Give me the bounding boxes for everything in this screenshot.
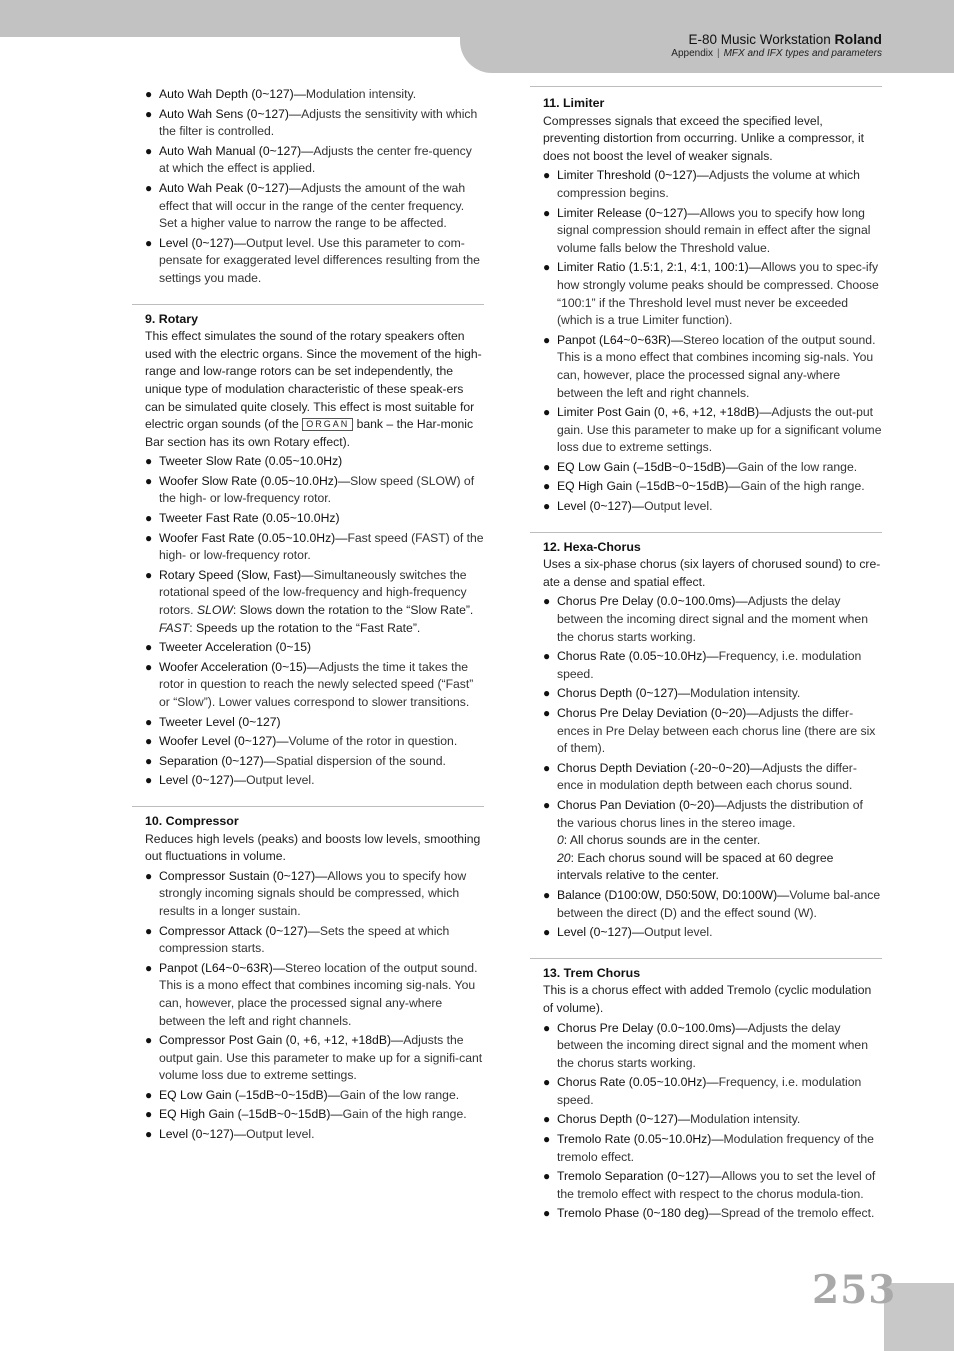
param-item: ● Tremolo Rate (0.05~10.0Hz)—Modulation frequency of the tremolo effect. (543, 1132, 874, 1164)
bullet-icon: ● (145, 1107, 153, 1122)
bullet-icon: ● (145, 180, 153, 195)
section-description: Compresses signals that exceed the specified level, preventing distortion from occurring. Unlike a compressor, it does not boost the level of weaker signals. (543, 113, 865, 163)
bullet-icon: ● (543, 797, 551, 812)
section-rotary (132, 304, 484, 790)
param-item: ● Woofer Slow Rate (0.05~10.0Hz)—Slow speed (SLOW) of the high- or low-frequency rotor. (145, 473, 475, 506)
bullet-icon: ● (543, 686, 551, 701)
param-item: ● Compressor Attack (0~127)—Sets the speed at which compression starts. (145, 923, 450, 956)
param-item: ● Auto Wah Sens (0~127)—Adjusts the sensitivity with which the filter is controlled. (145, 106, 478, 139)
bullet-icon: ● (543, 499, 551, 514)
param-item: ● Panpot (L64~0~63R)—Stereo location of the output sound. This is a mono effect that combines incoming sig-nals. You can, however, place the processed signal any-where between the left and right channels. (145, 960, 478, 1028)
bullet-icon: ● (145, 960, 153, 975)
param-item: ● Balance (D100:0W, D50:50W, D0:100W)—Volume bal-ance between the direct (D) and the effect sound (W). (543, 887, 881, 920)
bullet-icon: ● (543, 459, 551, 474)
left-column (132, 86, 484, 1146)
param-item: ● Woofer Acceleration (0~15)—Adjusts the time it takes the rotor in question to reach the newly selected speed (“Fast” or “Slow”). Lower values correspond to slower transitions. (145, 659, 474, 709)
right-column (530, 86, 882, 1225)
param-item: ● Woofer Level (0~127)—Volume of the rotor in question. (159, 733, 484, 751)
bullet-icon: ● (145, 753, 153, 768)
section-title: 12. Hexa-Chorus (543, 539, 641, 554)
header-title (688, 31, 882, 47)
brand-name: Roland (834, 31, 882, 47)
param-item: ● Level (0~127)—Output level. (159, 772, 484, 790)
section-title: 13. Trem Chorus (543, 965, 641, 980)
bullet-icon: ● (543, 1075, 551, 1090)
param-item: ● Tweeter Acceleration (0~15) (159, 639, 484, 657)
section-description: Reduces high levels (peaks) and boosts low levels, smoothing out fluctuations in volume. (145, 831, 481, 864)
bullet-icon: ● (145, 530, 153, 545)
param-item: ● Auto Wah Depth (0~127)—Modulation intensity. (159, 86, 484, 104)
param-item: ● Chorus Rate (0.05~10.0Hz)—Frequency, i.e. modulation speed. (543, 1075, 862, 1107)
section-hexa-chorus (530, 532, 882, 942)
pan-dev-option-0: 0: All chorus sounds are in the center. (557, 833, 761, 848)
param-item: ● EQ High Gain (–15dB~0~15dB)—Gain of the high range. (159, 1106, 484, 1124)
bullet-icon: ● (543, 168, 551, 183)
bullet-icon: ● (543, 1206, 551, 1221)
pan-dev-option-20: 20: Each chorus sound will be spaced at 60 degree intervals relative to the center. (557, 850, 834, 883)
bullet-icon: ● (543, 1132, 551, 1147)
bullet-icon: ● (145, 640, 153, 655)
param-item: ● Compressor Sustain (0~127)—Allows you to specify how strongly incoming signals should be compressed, which results in a longer sustain. (145, 868, 467, 918)
param-item: ● Limiter Ratio (1.5:1, 2:1, 4:1, 100:1)—Allows you to spec-ify how strongly volume peaks should be compressed. Choose “100:1” if the Threshold level must never be exceeded (which is a true Limiter function). (543, 260, 879, 328)
bullet-icon: ● (145, 868, 153, 883)
param-item: ● Chorus Depth (0~127)—Modulation intensity. (557, 685, 882, 703)
bullet-icon: ● (145, 1087, 153, 1102)
param-item: ● Chorus Rate (0.05~10.0Hz)—Frequency, i.e. modulation speed. (543, 649, 862, 681)
param-item: ● Chorus Depth Deviation (-20~0~20)—Adjusts the differ-ence in modulation depth between each chorus sound. (543, 760, 857, 793)
param-item: ● EQ Low Gain (–15dB~0~15dB)—Gain of the low range. (159, 1087, 484, 1105)
bullet-icon: ● (543, 405, 551, 420)
param-item: ● EQ Low Gain (–15dB~0~15dB)—Gain of the low range. (557, 459, 882, 477)
bullet-icon: ● (145, 454, 153, 469)
bullet-icon: ● (543, 1020, 551, 1035)
bullet-icon: ● (145, 567, 153, 582)
param-item: ● Limiter Release (0~127)—Allows you to specify how long signal compression should remain in effect after the signal volume falls below the Threshold value. (543, 205, 871, 255)
param-item: ● Level (0~127)—Output level. (557, 498, 882, 516)
bullet-icon: ● (145, 1127, 153, 1142)
bullet-icon: ● (543, 649, 551, 664)
bullet-icon: ● (145, 143, 153, 158)
param-item: ● Tweeter Level (0~127) (159, 714, 484, 732)
section-limiter (530, 86, 882, 516)
param-item: ● Auto Wah Manual (0~127)—Adjusts the center fre-quency at which the effect is applied. (145, 143, 472, 176)
param-item: ● Chorus Pan Deviation (0~20)—Adjusts the distribution of the various chorus lines in the stereo image. 0: All chorus sounds are in the center. 20: Each chorus sound will be spaced at 60 degree intervals relative to the center. (557, 797, 882, 885)
bullet-icon: ● (543, 1112, 551, 1127)
section-description: This is a chorus effect with added Tremolo (cyclic modulation of volume). (543, 983, 872, 1015)
bullet-icon: ● (145, 235, 153, 250)
param-item: ● EQ High Gain (–15dB~0~15dB)—Gain of the high range. (557, 478, 882, 496)
page-number: 253 (812, 1267, 897, 1313)
param-item: ● Level (0~127)—Output level. Use this parameter to com-pensate for exaggerated level differences resulting from the settings you made. (145, 235, 480, 285)
param-item: ● Separation (0~127)—Spatial dispersion of the sound. (159, 753, 484, 771)
auto-wah-params (132, 86, 484, 288)
param-item: ● Tremolo Separation (0~127)—Allows you to set the level of the tremolo effect with respect to the chorus modula-tion. (543, 1169, 876, 1201)
param-item: ● Chorus Pre Delay (0.0~100.0ms)—Adjusts the delay between the incoming direct signal and the moment when the chorus starts working. (543, 594, 868, 644)
term-slow: SLOW (196, 603, 233, 618)
bullet-icon: ● (145, 734, 153, 749)
bullet-icon: ● (145, 473, 153, 488)
param-item: ● Tweeter Fast Rate (0.05~10.0Hz) (159, 510, 484, 528)
param-item: ● Chorus Pre Delay Deviation (0~20)—Adjusts the differ-ences in Pre Delay between each chorus line (there are six of them). (543, 706, 876, 756)
bullet-icon: ● (145, 106, 153, 121)
bullet-icon: ● (543, 887, 551, 902)
bullet-icon: ● (543, 332, 551, 347)
bullet-icon: ● (543, 594, 551, 609)
param-item: ● Chorus Pre Delay (0.0~100.0ms)—Adjusts the delay between the incoming direct signal and the moment when the chorus starts working. (543, 1020, 868, 1070)
param-item: ● Level (0~127)—Output level. (159, 1126, 484, 1144)
product-name: E-80 Music Workstation (688, 32, 831, 47)
param-item: ● Panpot (L64~0~63R)—Stereo location of the output sound. This is a mono effect that combines incoming sig-nals. You can, however, place the processed signal any-where between the left and right channels. (543, 332, 876, 400)
header-breadcrumb: Appendix | MFX and IFX types and parameters (671, 48, 882, 59)
param-item: ● Tweeter Slow Rate (0.05~10.0Hz) (159, 453, 484, 471)
section-title: 11. Limiter (543, 96, 605, 110)
bullet-icon: ● (145, 1033, 153, 1048)
bullet-icon: ● (543, 760, 551, 775)
bullet-icon: ● (543, 205, 551, 220)
bullet-icon: ● (145, 923, 153, 938)
bullet-icon: ● (543, 1169, 551, 1184)
section-description: This effect simulates the sound of the rotary speakers often used with the electric organs. Since the movement of the high-range and low-range rotors can be set independently, the unique type of modulation characteristic of these speak-ers can be simulated quite closely. This effect is most suitable for electric organ sounds (of the ORGAN bank – the Har-monic Bar section has its own Rotary effect). (145, 329, 482, 449)
bullet-icon: ● (543, 706, 551, 720)
bullet-icon: ● (145, 773, 153, 788)
param-item: ● Tremolo Phase (0~180 deg)—Spread of the tremolo effect. (557, 1205, 882, 1223)
term-fast: FAST (159, 620, 190, 635)
param-item: ● Compressor Post Gain (0, +6, +12, +18dB)—Adjusts the output gain. Use this parameter to make up for a signifi-cant volume loss due to extreme settings. (145, 1033, 483, 1083)
section-trem-chorus (530, 958, 882, 1223)
bullet-icon: ● (543, 925, 551, 940)
bullet-icon: ● (145, 511, 153, 526)
bullet-icon: ● (543, 479, 551, 494)
bullet-icon: ● (145, 87, 153, 101)
param-item: ● Limiter Post Gain (0, +6, +12, +18dB)—Adjusts the out-put gain. Use this parameter to make up for a significant volume loss due to extreme settings. (543, 405, 882, 455)
param-item: ● Level (0~127)—Output level. (557, 924, 882, 942)
param-item: ● Woofer Fast Rate (0.05~10.0Hz)—Fast speed (FAST) of the high- or low-frequency rotor. (145, 530, 484, 563)
param-item: ● Auto Wah Peak (0~127)—Adjusts the amount of the wah effect that will occur in the range of the center frequency. Set a higher value to narrow the range to be affected. (145, 180, 466, 231)
breadcrumb-subsection: MFX and IFX types and parameters (723, 48, 882, 59)
section-title: 9. Rotary (145, 311, 199, 326)
bullet-icon: ● (145, 659, 153, 674)
bullet-icon: ● (543, 260, 551, 275)
param-item: ● Chorus Depth (0~127)—Modulation intensity. (557, 1111, 882, 1129)
bullet-icon: ● (145, 714, 153, 729)
param-item: ● Rotary Speed (Slow, Fast)—Simultaneously switches the rotational speed of the low-frequency and high-frequency rotors. SLOW: Slows down the rotation to the “Slow Rate”. FAST: Speeds up the rotation to the “Fast Rate”. (145, 567, 474, 635)
breadcrumb-section: Appendix (671, 48, 713, 59)
section-description: Uses a six-phase chorus (six layers of chorused sound) to cre-ate a dense and spatial effect. (543, 557, 881, 589)
organ-bank-label: ORGAN (302, 418, 353, 431)
section-compressor (132, 806, 484, 1144)
section-title: 10. Compressor (145, 813, 239, 828)
param-item: ● Limiter Threshold (0~127)—Adjusts the volume at which compression begins. (543, 168, 860, 200)
